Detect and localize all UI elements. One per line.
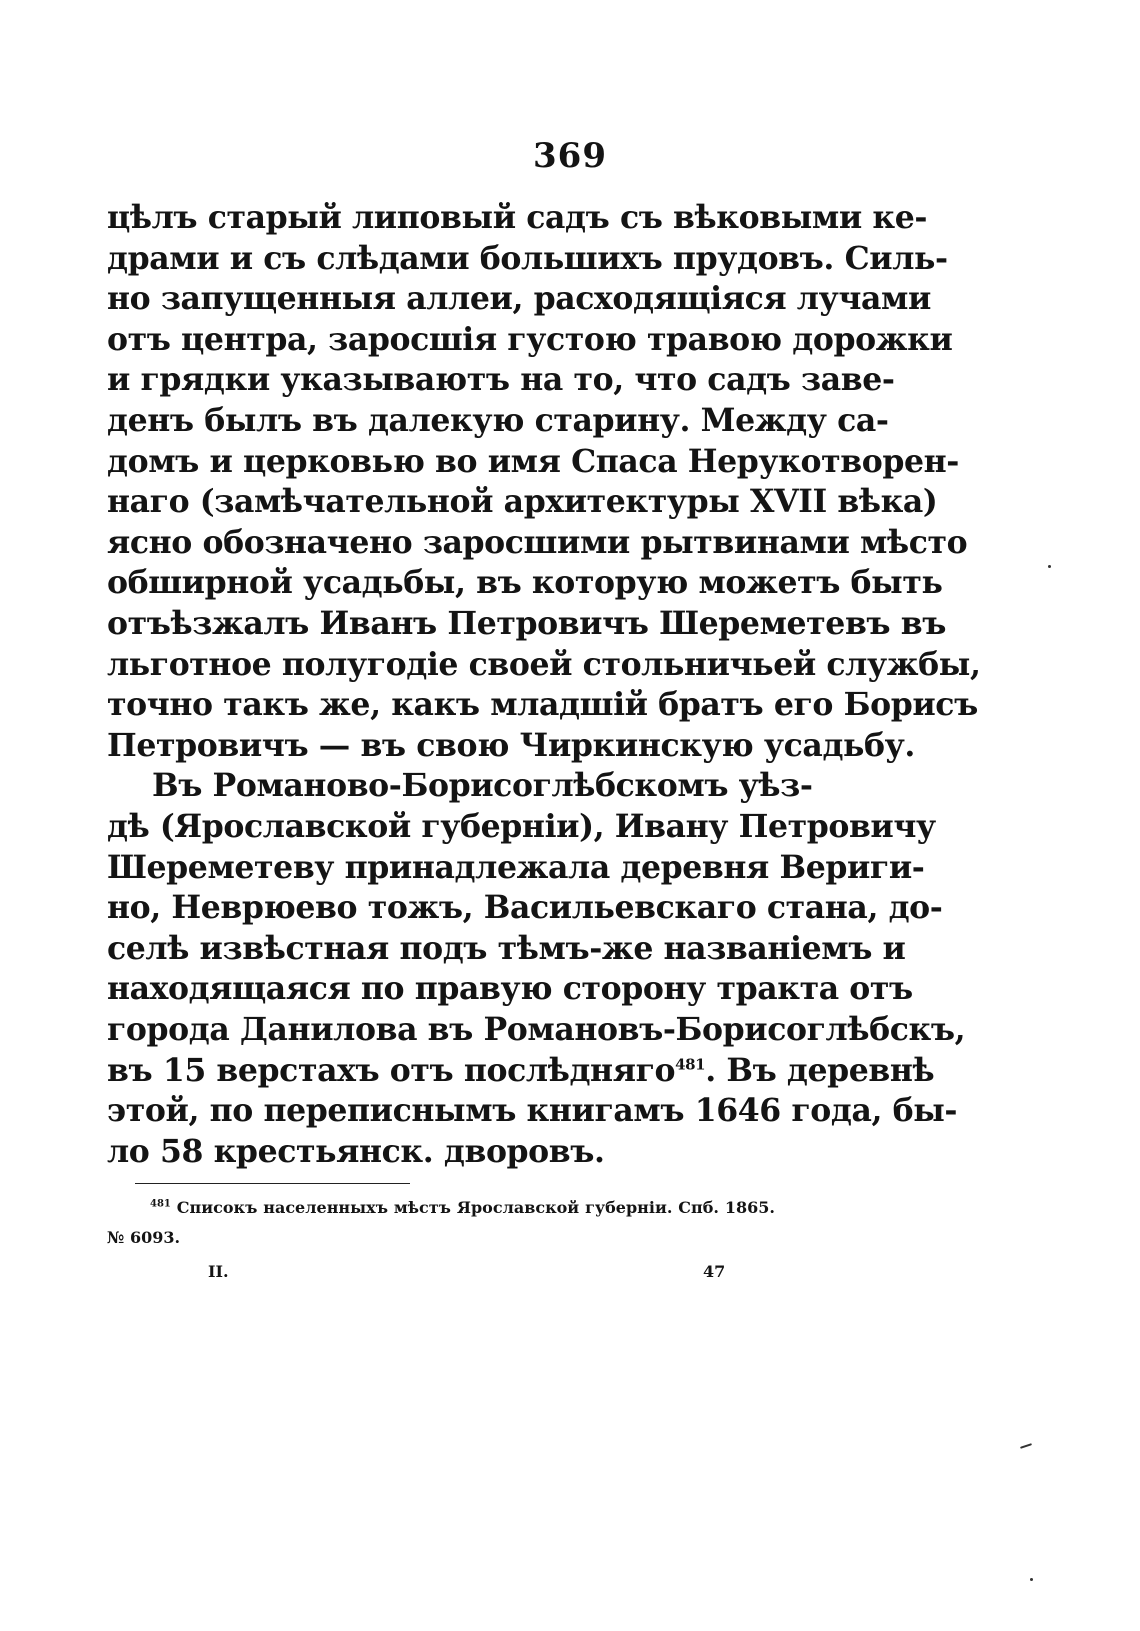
text-line [107,1132,775,1172]
footnote-text-line-1: Списокъ населенныхъ мѣстъ Ярославской губерніи. Спб. 1865. [176,1198,775,1217]
text-line-content: цѣлъ старый липовый садъ съ вѣковыми ке- [107,199,928,236]
text-line [107,1091,958,1131]
text-line-content: ясно обозначено заросшими рытвинами мѣсто [107,524,968,561]
text-line [107,929,906,969]
text-line-tail: . Въ деревнѣ [705,1052,935,1089]
text-line [107,807,936,847]
text-line [107,1051,935,1091]
footnote-rule [135,1183,410,1184]
text-line-content: ло 58 крестьянск. дворовъ. [107,1133,605,1170]
footnote-line-1 [150,1196,775,1220]
text-line-content: денъ былъ въ далекую старину. Между са- [107,402,889,439]
text-line [107,1010,966,1050]
text-line [107,685,978,725]
text-line-content: дѣ (Ярославской губерніи), Ивану Петровичу [107,808,936,845]
text-line-content: но, Неврюево тожъ, Васильевскаго стана, до- [107,889,943,926]
text-line-content: точно такъ же, какъ младшій братъ его Борисъ [107,686,978,723]
text-line-content: льготное полугодіе своей стольничьей службы, [107,646,981,683]
text-line-content: но запущенныя аллеи, расходящіяся лучами [107,280,931,317]
text-line-content: находящаяся по правую сторону тракта отъ [107,970,913,1007]
footnote-reference: 481 [675,1055,706,1074]
text-line [107,482,938,522]
text-line [107,563,943,603]
text-line [107,604,947,644]
scan-speck [1020,1443,1032,1449]
text-line-content: этой, по переписнымъ книгамъ 1646 года, бы- [107,1092,958,1129]
text-line-content: отъѣзжалъ Иванъ Петровичъ Шереметевъ въ [107,605,947,642]
text-line [107,279,931,319]
text-line [107,848,925,888]
text-line [107,239,948,279]
text-line [107,198,928,238]
text-line-content: Въ Романово-Борисоглѣбскомъ уѣз- [152,767,813,804]
text-line-content: и грядки указываютъ на то, что садъ заве- [107,361,895,398]
signature-mark-left: II. [208,1262,229,1281]
footnote-line-2: № 6093. [107,1228,181,1247]
text-line [107,888,943,928]
text-line [107,320,953,360]
text-line-content: въ 15 верстахъ отъ послѣдняго [107,1052,676,1089]
scan-speck [1030,1578,1033,1581]
text-line-content: селѣ извѣстная подъ тѣмъ-же названіемъ и [107,930,906,967]
page-number: 369 [533,136,607,176]
signature-mark-right: 47 [703,1262,726,1281]
scan-speck [1048,565,1051,568]
text-line-content: Петровичъ — въ свою Чиркинскую усадьбу. [107,727,915,764]
text-line [152,766,813,806]
text-line-content: домъ и церковью во имя Спаса Нерукотворен- [107,443,959,480]
text-line [107,969,913,1009]
text-line-content: наго (замѣчательной архитектуры XVII вѣка) [107,483,938,520]
text-line [107,726,915,766]
text-line-content: отъ центра, заросшія густою травою дорожки [107,321,953,358]
text-line [107,645,981,685]
text-line [107,523,968,563]
text-line-content: города Данилова въ Романовъ-Борисоглѣбскъ, [107,1011,966,1048]
text-line-content: Шереметеву принадлежала деревня Вериги- [107,849,925,886]
text-line [107,360,895,400]
text-line [107,442,959,482]
footnote-number: 481 [150,1198,171,1210]
text-line [107,401,889,441]
text-line-content: драми и съ слѣдами большихъ прудовъ. Силь- [107,240,948,277]
text-line-content: обширной усадьбы, въ которую можетъ быть [107,564,943,601]
